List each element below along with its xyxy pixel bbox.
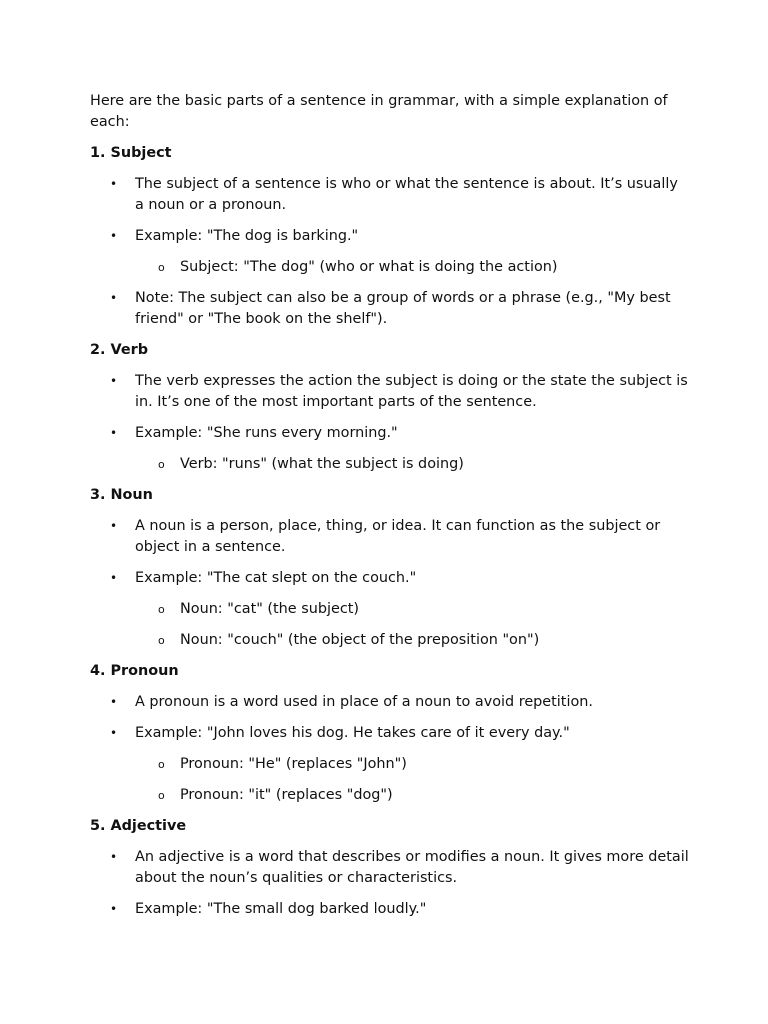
- sub-list-item: [135, 257, 690, 278]
- section: [90, 143, 690, 330]
- list-item: [90, 226, 690, 278]
- bullet-list: [90, 516, 690, 651]
- sub-list-item: [135, 785, 690, 806]
- sub-list-item-text: Pronoun: "it" (replaces "dog"): [180, 787, 393, 803]
- bullet-icon: •: [110, 426, 118, 440]
- hollow-bullet-icon: o: [158, 458, 165, 471]
- list-item: [90, 516, 690, 558]
- list-item: [90, 692, 690, 713]
- list-item: [90, 899, 690, 920]
- hollow-bullet-icon: o: [158, 789, 165, 802]
- list-item-text: An adjective is a word that describes or modifies a noun. It gives more detail about the noun’s qualities or characteristics.: [135, 849, 689, 886]
- sub-list-item-text: Subject: "The dog" (who or what is doing the action): [180, 259, 558, 275]
- list-item: [90, 423, 690, 475]
- sub-list-item: [135, 754, 690, 775]
- sub-list-item-text: Noun: "cat" (the subject): [180, 601, 359, 617]
- bullet-icon: •: [110, 229, 118, 243]
- hollow-bullet-icon: o: [158, 261, 165, 274]
- sub-bullet-list: [135, 257, 690, 278]
- sub-bullet-list: [135, 754, 690, 806]
- bullet-icon: •: [110, 695, 118, 709]
- list-item-text: A noun is a person, place, thing, or idea. It can function as the subject or object in a sentence.: [135, 518, 661, 555]
- sub-list-item-text: Verb: "runs" (what the subject is doing): [180, 456, 464, 472]
- sub-bullet-list: [135, 454, 690, 475]
- section: [90, 485, 690, 651]
- intro-paragraph: Here are the basic parts of a sentence in grammar, with a simple explanation of each:: [90, 93, 668, 130]
- list-item-text: Example: "John loves his dog. He takes care of it every day.": [135, 725, 570, 741]
- hollow-bullet-icon: o: [158, 634, 165, 647]
- document-page: [90, 91, 690, 930]
- sub-list-item-text: Pronoun: "He" (replaces "John"): [180, 756, 407, 772]
- bullet-icon: •: [110, 374, 118, 388]
- section: [90, 340, 690, 475]
- section: [90, 661, 690, 806]
- list-item: [90, 568, 690, 651]
- section-heading: 1. Subject: [90, 145, 172, 161]
- bullet-icon: •: [110, 177, 118, 191]
- bullet-icon: •: [110, 902, 118, 916]
- section-heading: 4. Pronoun: [90, 663, 179, 679]
- bullet-icon: •: [110, 571, 118, 585]
- list-item-text: The verb expresses the action the subject is doing or the state the subject is in. It’s one of the most important parts of the sentence.: [135, 373, 688, 410]
- sub-list-item: [135, 454, 690, 475]
- section-heading: 3. Noun: [90, 487, 153, 503]
- bullet-list: [90, 174, 690, 330]
- sections-container: [90, 143, 690, 920]
- list-item: [90, 371, 690, 413]
- list-item: [90, 847, 690, 889]
- bullet-icon: •: [110, 291, 118, 305]
- list-item: [90, 723, 690, 806]
- bullet-icon: •: [110, 519, 118, 533]
- section-heading: 5. Adjective: [90, 818, 187, 834]
- list-item-text: Example: "She runs every morning.": [135, 425, 398, 441]
- sub-list-item: [135, 630, 690, 651]
- list-item-text: Example: "The cat slept on the couch.": [135, 570, 417, 586]
- list-item: [90, 288, 690, 330]
- section: [90, 816, 690, 920]
- list-item-text: The subject of a sentence is who or what the sentence is about. It’s usually a noun or a pronoun.: [135, 176, 678, 213]
- bullet-icon: •: [110, 726, 118, 740]
- hollow-bullet-icon: o: [158, 758, 165, 771]
- bullet-list: [90, 847, 690, 920]
- bullet-icon: •: [110, 850, 118, 864]
- sub-list-item-text: Noun: "couch" (the object of the preposition "on"): [180, 632, 540, 648]
- hollow-bullet-icon: o: [158, 603, 165, 616]
- list-item-text: Example: "The small dog barked loudly.": [135, 901, 427, 917]
- sub-list-item: [135, 599, 690, 620]
- bullet-list: [90, 692, 690, 806]
- list-item-text: A pronoun is a word used in place of a noun to avoid repetition.: [135, 694, 593, 710]
- list-item-text: Example: "The dog is barking.": [135, 228, 359, 244]
- section-heading: 2. Verb: [90, 342, 148, 358]
- list-item: [90, 174, 690, 216]
- list-item-text: Note: The subject can also be a group of words or a phrase (e.g., "My best friend" or "The book on the shelf").: [135, 290, 671, 327]
- bullet-list: [90, 371, 690, 475]
- sub-bullet-list: [135, 599, 690, 651]
